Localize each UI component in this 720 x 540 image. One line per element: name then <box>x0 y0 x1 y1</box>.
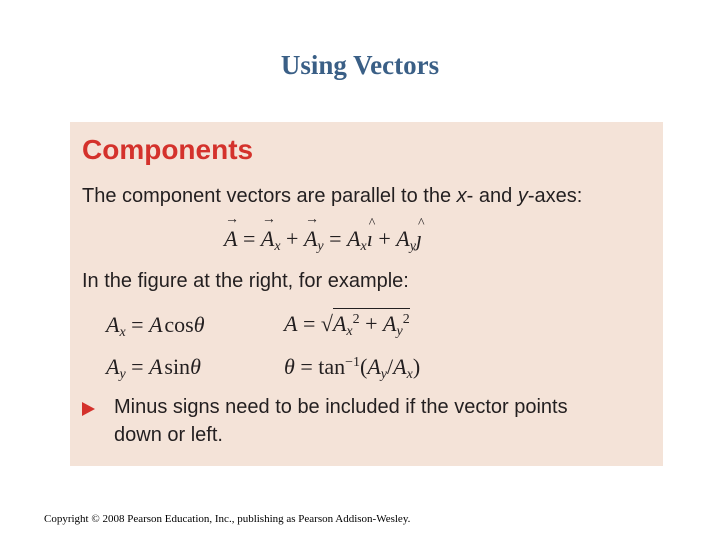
angle-equation: $\theta = \tan^{-1}(A_y/A_x)$ <box>284 354 421 382</box>
intro-text-end: -axes: <box>527 185 583 207</box>
panel-heading: Components <box>82 134 254 165</box>
intro-text-middle: - and <box>466 185 518 207</box>
note-line-1: Minus signs need to be included if the vector points <box>114 396 568 418</box>
vector-sum-equation: → A = → $A_x$ + → $A_y$ = $A_x\^{}$ ı + $A_y\^{}$ ȷ <box>224 226 422 255</box>
slide-title: Using Vectors <box>280 50 440 80</box>
ax-equation: $A_x = A$ cosθ <box>106 312 205 340</box>
example-line: In the figure at the right, for example: <box>82 270 409 292</box>
note-line-2: down or left. <box>114 424 223 446</box>
intro-text-start: The component vectors are parallel to the <box>82 185 457 207</box>
bullet-arrow-icon <box>82 402 95 416</box>
magnitude-equation: $A = √A_x^2 + A_y^2$ <box>284 308 410 340</box>
intro-line <box>82 185 582 208</box>
components-panel <box>70 122 663 466</box>
x-axis-symbol: x <box>456 185 467 207</box>
copyright-notice: Copyright © 2008 Pearson Education, Inc., publishing as Pearson Addison-Wesley. <box>44 513 411 525</box>
ay-equation: $A_y = A$ sinθ <box>106 354 201 382</box>
y-axis-symbol: y <box>517 185 528 207</box>
